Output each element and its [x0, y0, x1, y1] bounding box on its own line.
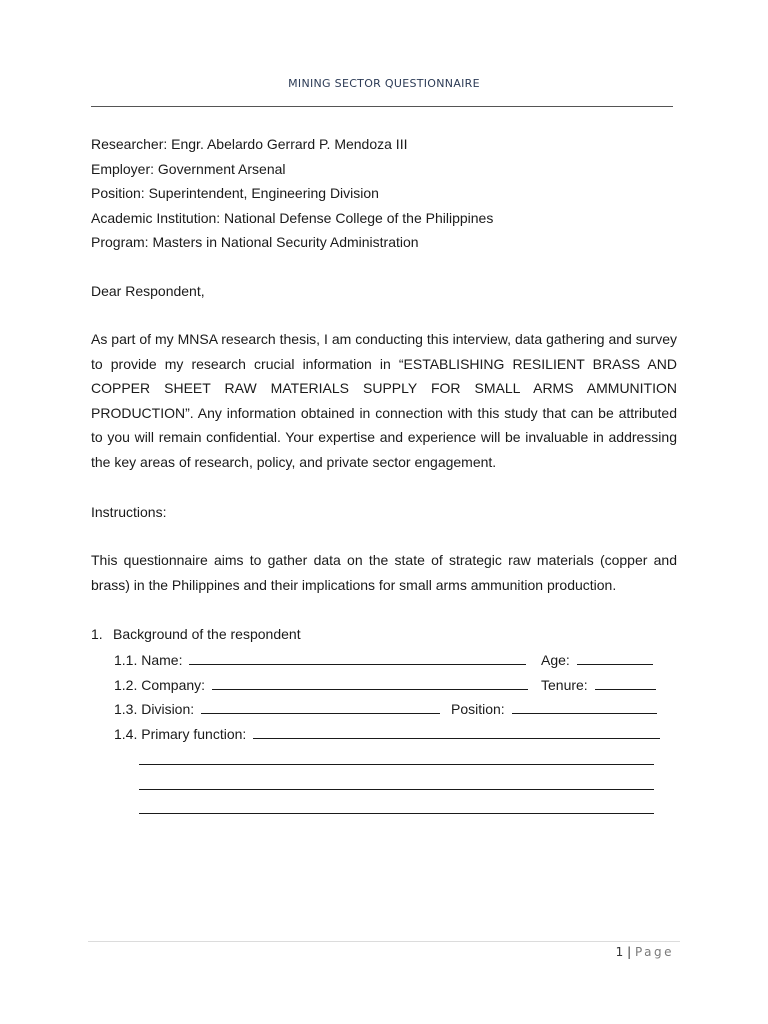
division-field-row: [114, 700, 440, 717]
age-field[interactable]: [577, 651, 653, 665]
page-word: Page: [634, 945, 674, 959]
division-field[interactable]: [201, 700, 440, 714]
function-field-row: [114, 725, 660, 742]
function-continuation-line-3[interactable]: [139, 813, 654, 814]
position-field[interactable]: [512, 700, 657, 714]
name-label: 1.1. Name:: [114, 652, 183, 668]
page-footer: [616, 945, 674, 959]
section-number: 1.: [91, 626, 103, 642]
position-label: Position:: [451, 701, 505, 717]
age-field-row: [541, 651, 653, 668]
company-label: 1.2. Company:: [114, 677, 206, 693]
position-field-row: [451, 700, 657, 717]
function-continuation-line-2[interactable]: [139, 789, 654, 790]
section-title: Background of the respondent: [113, 626, 301, 642]
header-title: MINING SECTOR QUESTIONNAIRE: [288, 77, 480, 90]
header-divider: [91, 106, 673, 107]
name-field[interactable]: [189, 651, 526, 665]
page-separator: |: [627, 945, 632, 959]
tenure-field[interactable]: [595, 676, 656, 690]
company-field-row: [114, 676, 528, 693]
name-field-row: [114, 651, 526, 668]
function-field[interactable]: [253, 725, 660, 739]
instructions-label: Instructions:: [91, 504, 167, 520]
function-continuation-line-1[interactable]: [139, 764, 654, 765]
program-line: Program: Masters in National Security Administration: [91, 234, 419, 250]
tenure-label: Tenure:: [541, 677, 588, 693]
researcher-line: Researcher: Engr. Abelardo Gerrard P. Mendoza III: [91, 136, 408, 152]
intro-paragraph: As part of my MNSA research thesis, I am conducting this interview, data gathering and survey to provide my research crucial information in “ESTABLISHING RESILIENT BRASS AND COPPER SHEET RAW MATERIALS SUPPLY FOR SMALL ARMS AMMUNITION PRODUCTION”. Any information obtained in connection with this study that can be attributed to you will remain confidential. Your expertise and experience will be invaluable in addressing the key areas of research, policy, and private sector engagement.: [91, 331, 677, 470]
institution-line: Academic Institution: National Defense College of the Philippines: [91, 210, 494, 226]
greeting: Dear Respondent,: [91, 283, 205, 299]
company-field[interactable]: [212, 676, 528, 690]
division-label: 1.3. Division:: [114, 701, 195, 717]
employer-line: Employer: Government Arsenal: [91, 161, 286, 177]
footer-divider: [88, 941, 680, 942]
age-label: Age:: [541, 652, 570, 668]
instructions-paragraph: This questionnaire aims to gather data on the state of strategic raw materials (copper and brass) in the Philippines and their implications for small arms ammunition production.: [91, 552, 677, 593]
position-line: Position: Superintendent, Engineering Division: [91, 185, 379, 201]
tenure-field-row: [541, 676, 656, 693]
function-label: 1.4. Primary function:: [114, 726, 247, 742]
page-number: 1: [615, 945, 624, 959]
